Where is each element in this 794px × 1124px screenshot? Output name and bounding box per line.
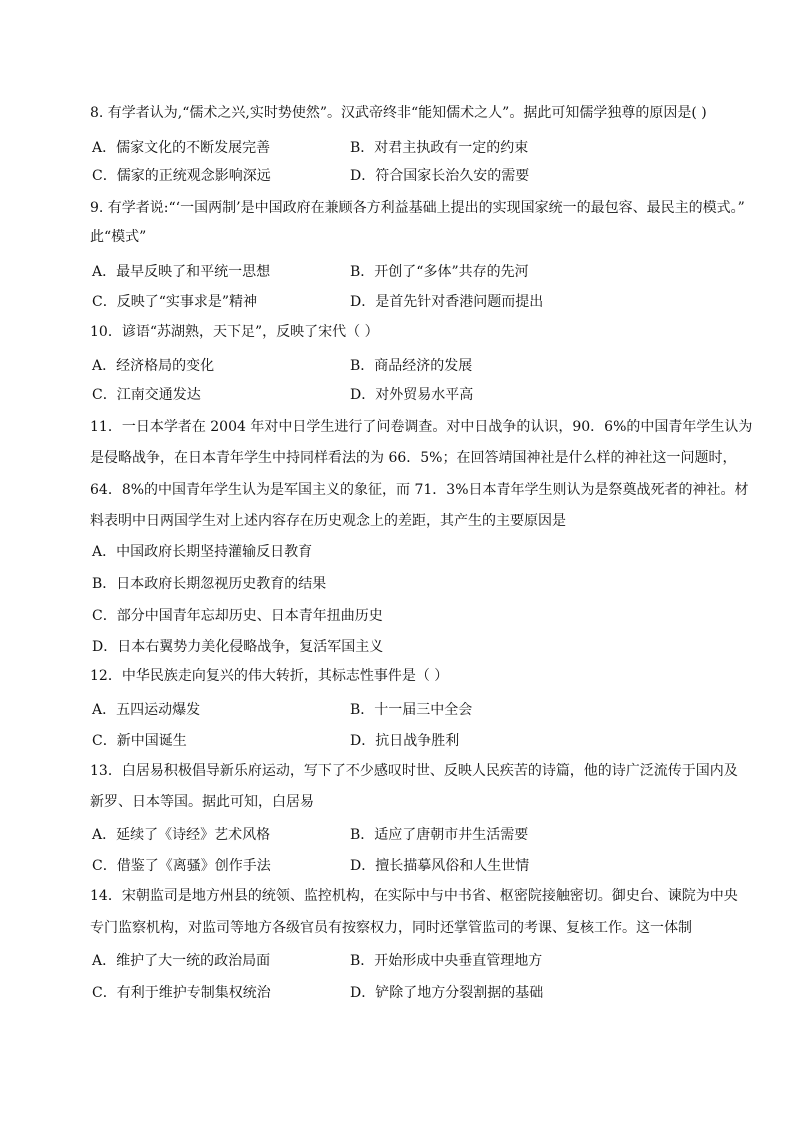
question-12-option-b: B．十一届三中全会	[350, 702, 473, 718]
question-12-option-a: A．五四运动爆发	[92, 702, 201, 718]
question-11-option-a: A．中国政府长期坚持灌输反日教育	[92, 544, 313, 560]
question-11-option-c: C．部分中国青年忘却历史、日本青年扭曲历史	[92, 608, 383, 624]
question-13-stem-line-2: 新罗、日本等国。据此可知，白居易	[90, 794, 314, 810]
question-10-option-b: B．商品经济的发展	[350, 358, 473, 374]
question-10-option-c: C．江南交通发达	[92, 387, 201, 403]
question-13-option-d: D．擅长描摹风俗和人生世情	[350, 858, 530, 874]
question-10-option-a: A．经济格局的变化	[92, 358, 215, 374]
question-10-option-d: D．对外贸易水平高	[350, 387, 474, 403]
question-11-stem-line-1: 11．一日本学者在 2004 年对中日学生进行了问卷调查。对中日战争的认识，90．6%的中国青年学生认为	[90, 419, 753, 435]
question-9-stem-line-1: 9. 有学者说:“‘一国两制’是中国政府在兼顾各方利益基础上提出的实现国家统一的最包容、最民主的模式。”	[90, 200, 745, 216]
question-13-option-b: B．适应了唐朝市井生活需要	[350, 827, 529, 843]
question-8-option-a: A．儒家文化的不断发展完善	[92, 140, 271, 156]
question-14-option-d: D．铲除了地方分裂割据的基础	[350, 985, 544, 1001]
question-11-stem-line-2: 是侵略战争，在日本青年学生中持同样看法的为 66．5%；在回答靖国神社是什么样的神社这一问题时，	[90, 450, 737, 466]
question-12-option-d: D．抗日战争胜利	[350, 733, 460, 749]
question-9-option-d: D．是首先针对香港问题而提出	[350, 294, 544, 310]
question-9-option-a: A．最早反映了和平统一思想	[92, 264, 271, 280]
question-8-option-c: C．儒家的正统观念影响深远	[92, 168, 271, 184]
question-14-stem-line-1: 14．宋朝监司是地方州县的统领、监控机构，在实际中与中书省、枢密院接触密切。御史台、谏院为中央	[90, 888, 738, 904]
question-12-option-c: C．新中国诞生	[92, 733, 187, 749]
question-11-stem-line-4: 料表明中日两国学生对上述内容存在历史观念上的差距，其产生的主要原因是	[90, 513, 566, 529]
question-9-stem-line-2: 此“模式”	[90, 229, 147, 245]
question-13-option-a: A．延续了《诗经》艺术风格	[92, 827, 271, 843]
question-8-option-d: D．符合国家长治久安的需要	[350, 168, 530, 184]
question-14-option-a: A．维护了大一统的政治局面	[92, 953, 271, 969]
question-9-option-c: C．反映了“实事求是”精神	[92, 294, 258, 310]
question-9-option-b: B．开创了“多体”共存的先河	[350, 264, 529, 280]
question-13-stem-line-1: 13．白居易积极倡导新乐府运动，写下了不少感叹时世、反映人民疾苦的诗篇，他的诗广泛流传于国内及	[90, 763, 738, 779]
question-11-option-d: D．日本右翼势力美化侵略战争，复活军国主义	[92, 639, 384, 655]
question-14-option-c: C．有利于维护专制集权统治	[92, 985, 271, 1001]
question-10-stem: 10．谚语“苏湖熟，天下足”，反映了宋代（ ）	[90, 324, 379, 340]
question-11-stem-line-3: 64．8%的中国青年学生认为是军国主义的象征，而 71．3%日本青年学生则认为是祭奠战死者的神社。材	[90, 482, 749, 498]
question-14-option-b: B．开始形成中央垂直管理地方	[350, 953, 543, 969]
question-12-stem: 12．中华民族走向复兴的伟大转折，其标志性事件是（ ）	[90, 668, 449, 684]
question-13-option-c: C．借鉴了《离骚》创作手法	[92, 858, 271, 874]
question-8-stem: 8. 有学者认为,“儒术之兴,实时势使然”。汉武帝终非“能知儒术之人”。据此可知儒学独尊的原因是( )	[90, 105, 707, 121]
question-11-option-b: B．日本政府长期忽视历史教育的结果	[92, 576, 327, 592]
question-8-option-b: B．对君主执政有一定的约束	[350, 140, 529, 156]
question-14-stem-line-2: 专门监察机构，对监司等地方各级官员有按察权力，同时还掌管监司的考课、复核工作。这一体制	[90, 920, 692, 936]
